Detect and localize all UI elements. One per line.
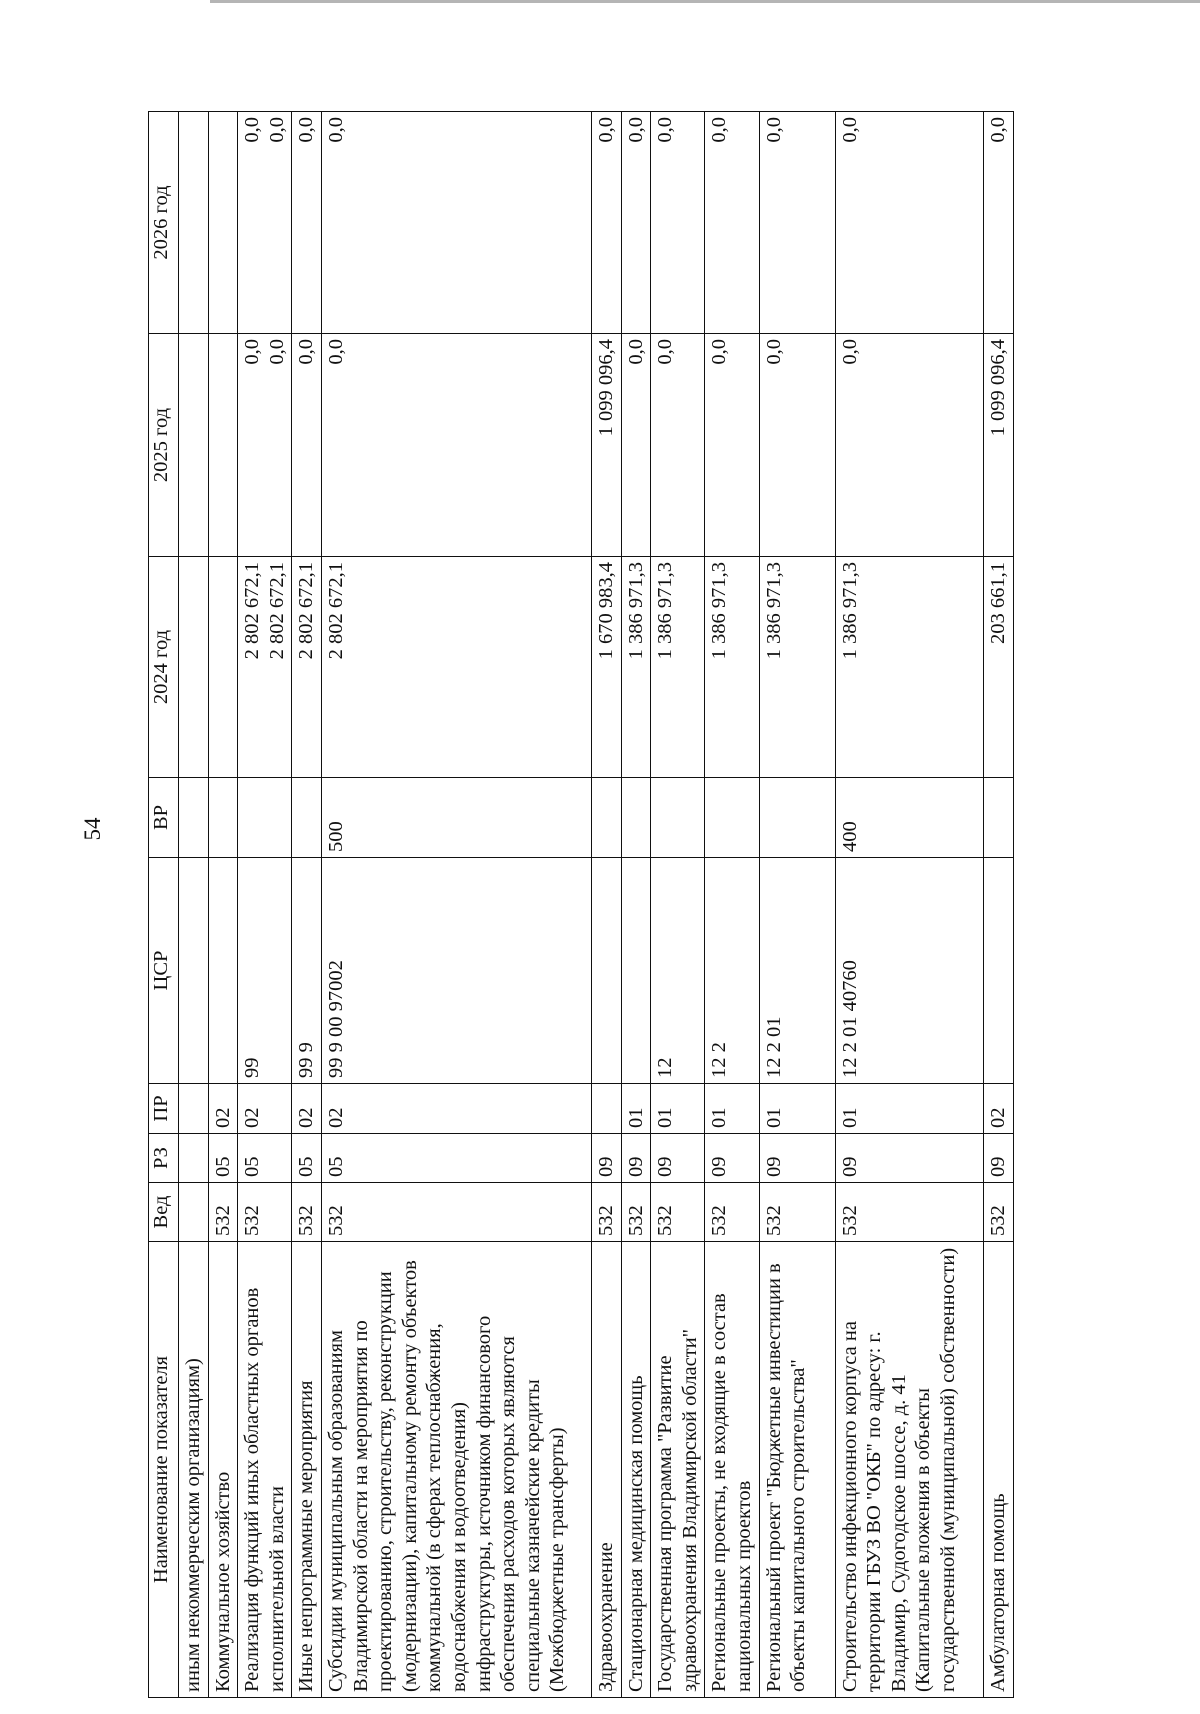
- cell-ved: 532: [208, 1183, 238, 1242]
- table-row: [179, 112, 209, 1698]
- cell-y2026: 0,0: [759, 112, 835, 334]
- cell-ved: 532: [705, 1183, 759, 1242]
- header-pr: ПР: [149, 1084, 179, 1134]
- header-2024: 2024 год: [149, 557, 179, 778]
- cell-y2026: [179, 112, 209, 334]
- cell-y2026: 0,0: [835, 112, 983, 334]
- cell-rz: 09: [759, 1134, 835, 1183]
- cell-rz: 05: [292, 1134, 322, 1183]
- cell-y2024: 1 386 971,3: [705, 557, 759, 778]
- cell-ved: 532: [591, 1183, 621, 1242]
- cell-vr: [208, 778, 238, 858]
- cell-ved: 532: [651, 1183, 705, 1242]
- cell-name: Иные непрограммные мероприятия: [292, 1242, 322, 1698]
- cell-rz: 09: [835, 1134, 983, 1183]
- cell-y2024: 2 802 672,1: [321, 557, 591, 778]
- cell-y2024: 1 386 971,3: [759, 557, 835, 778]
- cell-y2025: 0,0: [759, 334, 835, 557]
- cell-pr: 02: [321, 1084, 591, 1134]
- cell-rz: [179, 1134, 209, 1183]
- cell-ved: 532: [759, 1183, 835, 1242]
- cell-pr: 02: [208, 1084, 238, 1134]
- cell-y2025: 1 099 096,4: [591, 334, 621, 557]
- cell-name: Реализация функций иных областных органов исполнительной власти: [238, 1242, 292, 1698]
- table-row: [208, 112, 238, 1698]
- cell-y2024: 1 386 971,3: [835, 557, 983, 778]
- cell-y2024: [208, 557, 238, 778]
- top-edge-line: [210, 0, 1200, 3]
- cell-pr: 02: [983, 1084, 1013, 1134]
- cell-pr: 01: [621, 1084, 651, 1134]
- cell-rz: 09: [983, 1134, 1013, 1183]
- cell-y2026: 0,0: [292, 112, 322, 334]
- cell-pr: 01: [705, 1084, 759, 1134]
- cell-name: Субсидии муниципальным образованиям Владимирской области на мероприятия по проектированию, строительству, реконструкции (модернизации), капитальному ремонту объектов коммунальной (в сферах теплоснабжения, водоснабжения и водоотведения) инфраструктуры, источником финансового обеспечения расходов которых являются специальные казначейские кредиты (Межбюджетные трансферты): [321, 1242, 591, 1698]
- cell-ved: 532: [238, 1183, 292, 1242]
- cell-pr: 02: [238, 1084, 292, 1134]
- header-2026: 2026 год: [149, 112, 179, 334]
- cell-y2026: 0,0: [983, 112, 1013, 334]
- header-csr: ЦСР: [149, 858, 179, 1084]
- cell-csr: 12: [651, 858, 705, 1084]
- cell-name: Государственная программа "Развитие здравоохранения Владимирской области": [651, 1242, 705, 1698]
- cell-pr: 02: [292, 1084, 322, 1134]
- cell-name: Стационарная медицинская помощь: [621, 1242, 651, 1698]
- cell-y2025: 1 099 096,4: [983, 334, 1013, 557]
- cell-y2024: 2 802 672,1 2 802 672,1: [238, 557, 292, 778]
- cell-y2026: 0,0: [705, 112, 759, 334]
- cell-csr: 12 2 01: [759, 858, 835, 1084]
- header-ved: Вед: [149, 1183, 179, 1242]
- cell-y2026: 0,0: [321, 112, 591, 334]
- table-body: [179, 112, 1014, 1698]
- cell-vr: [179, 778, 209, 858]
- cell-y2024: 1 670 983,4: [591, 557, 621, 778]
- cell-vr: [983, 778, 1013, 858]
- header-vr: ВР: [149, 778, 179, 858]
- cell-rz: 09: [621, 1134, 651, 1183]
- cell-csr: [208, 858, 238, 1084]
- cell-vr: [651, 778, 705, 858]
- cell-ved: 532: [621, 1183, 651, 1242]
- cell-y2025: 0,0: [705, 334, 759, 557]
- cell-vr: 500: [321, 778, 591, 858]
- cell-y2025: 0,0: [651, 334, 705, 557]
- header-name: Наименование показателя: [149, 1242, 179, 1698]
- cell-csr: 12 2: [705, 858, 759, 1084]
- table-row: [835, 112, 983, 1698]
- cell-y2026: 0,0 0,0: [238, 112, 292, 334]
- cell-name: Строительство инфекционного корпуса на территории ГБУЗ ВО "ОКБ" по адресу: г. Владимир, Судогодское шоссе, д. 41 (Капитальные вложения в объекты государственной (муниципальной) собственности): [835, 1242, 983, 1698]
- cell-pr: 01: [835, 1084, 983, 1134]
- cell-vr: [705, 778, 759, 858]
- cell-name: Амбулаторная помощь: [983, 1242, 1013, 1698]
- cell-pr: [591, 1084, 621, 1134]
- cell-vr: [759, 778, 835, 858]
- table-row: [321, 112, 591, 1698]
- cell-y2024: 203 661,1: [983, 557, 1013, 778]
- cell-y2025: [208, 334, 238, 557]
- cell-name: Коммунальное хозяйство: [208, 1242, 238, 1698]
- cell-csr: [621, 858, 651, 1084]
- table-header-row: [149, 112, 179, 1698]
- cell-csr: [591, 858, 621, 1084]
- budget-table: [148, 111, 1014, 1698]
- cell-vr: [591, 778, 621, 858]
- cell-rz: 05: [321, 1134, 591, 1183]
- header-rz: РЗ: [149, 1134, 179, 1183]
- cell-csr: [983, 858, 1013, 1084]
- cell-pr: 01: [759, 1084, 835, 1134]
- table-row: [292, 112, 322, 1698]
- cell-csr: 12 2 01 40760: [835, 858, 983, 1084]
- cell-y2025: 0,0: [835, 334, 983, 557]
- cell-ved: 532: [835, 1183, 983, 1242]
- cell-name: Региональные проекты, не входящие в состав национальных проектов: [705, 1242, 759, 1698]
- cell-ved: [179, 1183, 209, 1242]
- cell-csr: [179, 858, 209, 1084]
- cell-name: Региональный проект "Бюджетные инвестиции в объекты капитального строительства": [759, 1242, 835, 1698]
- cell-vr: 400: [835, 778, 983, 858]
- cell-y2025: 0,0: [292, 334, 322, 557]
- cell-y2026: [208, 112, 238, 334]
- cell-y2024: 1 386 971,3: [621, 557, 651, 778]
- cell-csr: 99: [238, 858, 292, 1084]
- table-row: [238, 112, 292, 1698]
- cell-vr: [621, 778, 651, 858]
- cell-y2025: 0,0: [321, 334, 591, 557]
- cell-rz: 05: [208, 1134, 238, 1183]
- cell-csr: 99 9: [292, 858, 322, 1084]
- cell-y2024: [179, 557, 209, 778]
- cell-y2025: [179, 334, 209, 557]
- cell-pr: [179, 1084, 209, 1134]
- cell-vr: [238, 778, 292, 858]
- table-row: [621, 112, 651, 1698]
- cell-csr: 99 9 00 97002: [321, 858, 591, 1084]
- cell-name: иным некоммерческим организациям): [179, 1242, 209, 1698]
- cell-y2025: 0,0 0,0: [238, 334, 292, 557]
- page-number: 54: [80, 817, 105, 841]
- cell-rz: 09: [591, 1134, 621, 1183]
- cell-pr: 01: [651, 1084, 705, 1134]
- cell-y2026: 0,0: [651, 112, 705, 334]
- cell-ved: 532: [292, 1183, 322, 1242]
- table-row: [705, 112, 759, 1698]
- cell-vr: [292, 778, 322, 858]
- cell-ved: 532: [983, 1183, 1013, 1242]
- table-row: [651, 112, 705, 1698]
- header-2025: 2025 год: [149, 334, 179, 557]
- cell-y2025: 0,0: [621, 334, 651, 557]
- cell-y2026: 0,0: [621, 112, 651, 334]
- cell-name: Здравоохранение: [591, 1242, 621, 1698]
- cell-rz: 09: [651, 1134, 705, 1183]
- table-row: [591, 112, 621, 1698]
- cell-y2026: 0,0: [591, 112, 621, 334]
- cell-rz: 05: [238, 1134, 292, 1183]
- cell-y2024: 1 386 971,3: [651, 557, 705, 778]
- table-row: [983, 112, 1013, 1698]
- table-row: [759, 112, 835, 1698]
- cell-ved: 532: [321, 1183, 591, 1242]
- budget-table-rotated: [148, 112, 1014, 1698]
- cell-rz: 09: [705, 1134, 759, 1183]
- cell-y2024: 2 802 672,1: [292, 557, 322, 778]
